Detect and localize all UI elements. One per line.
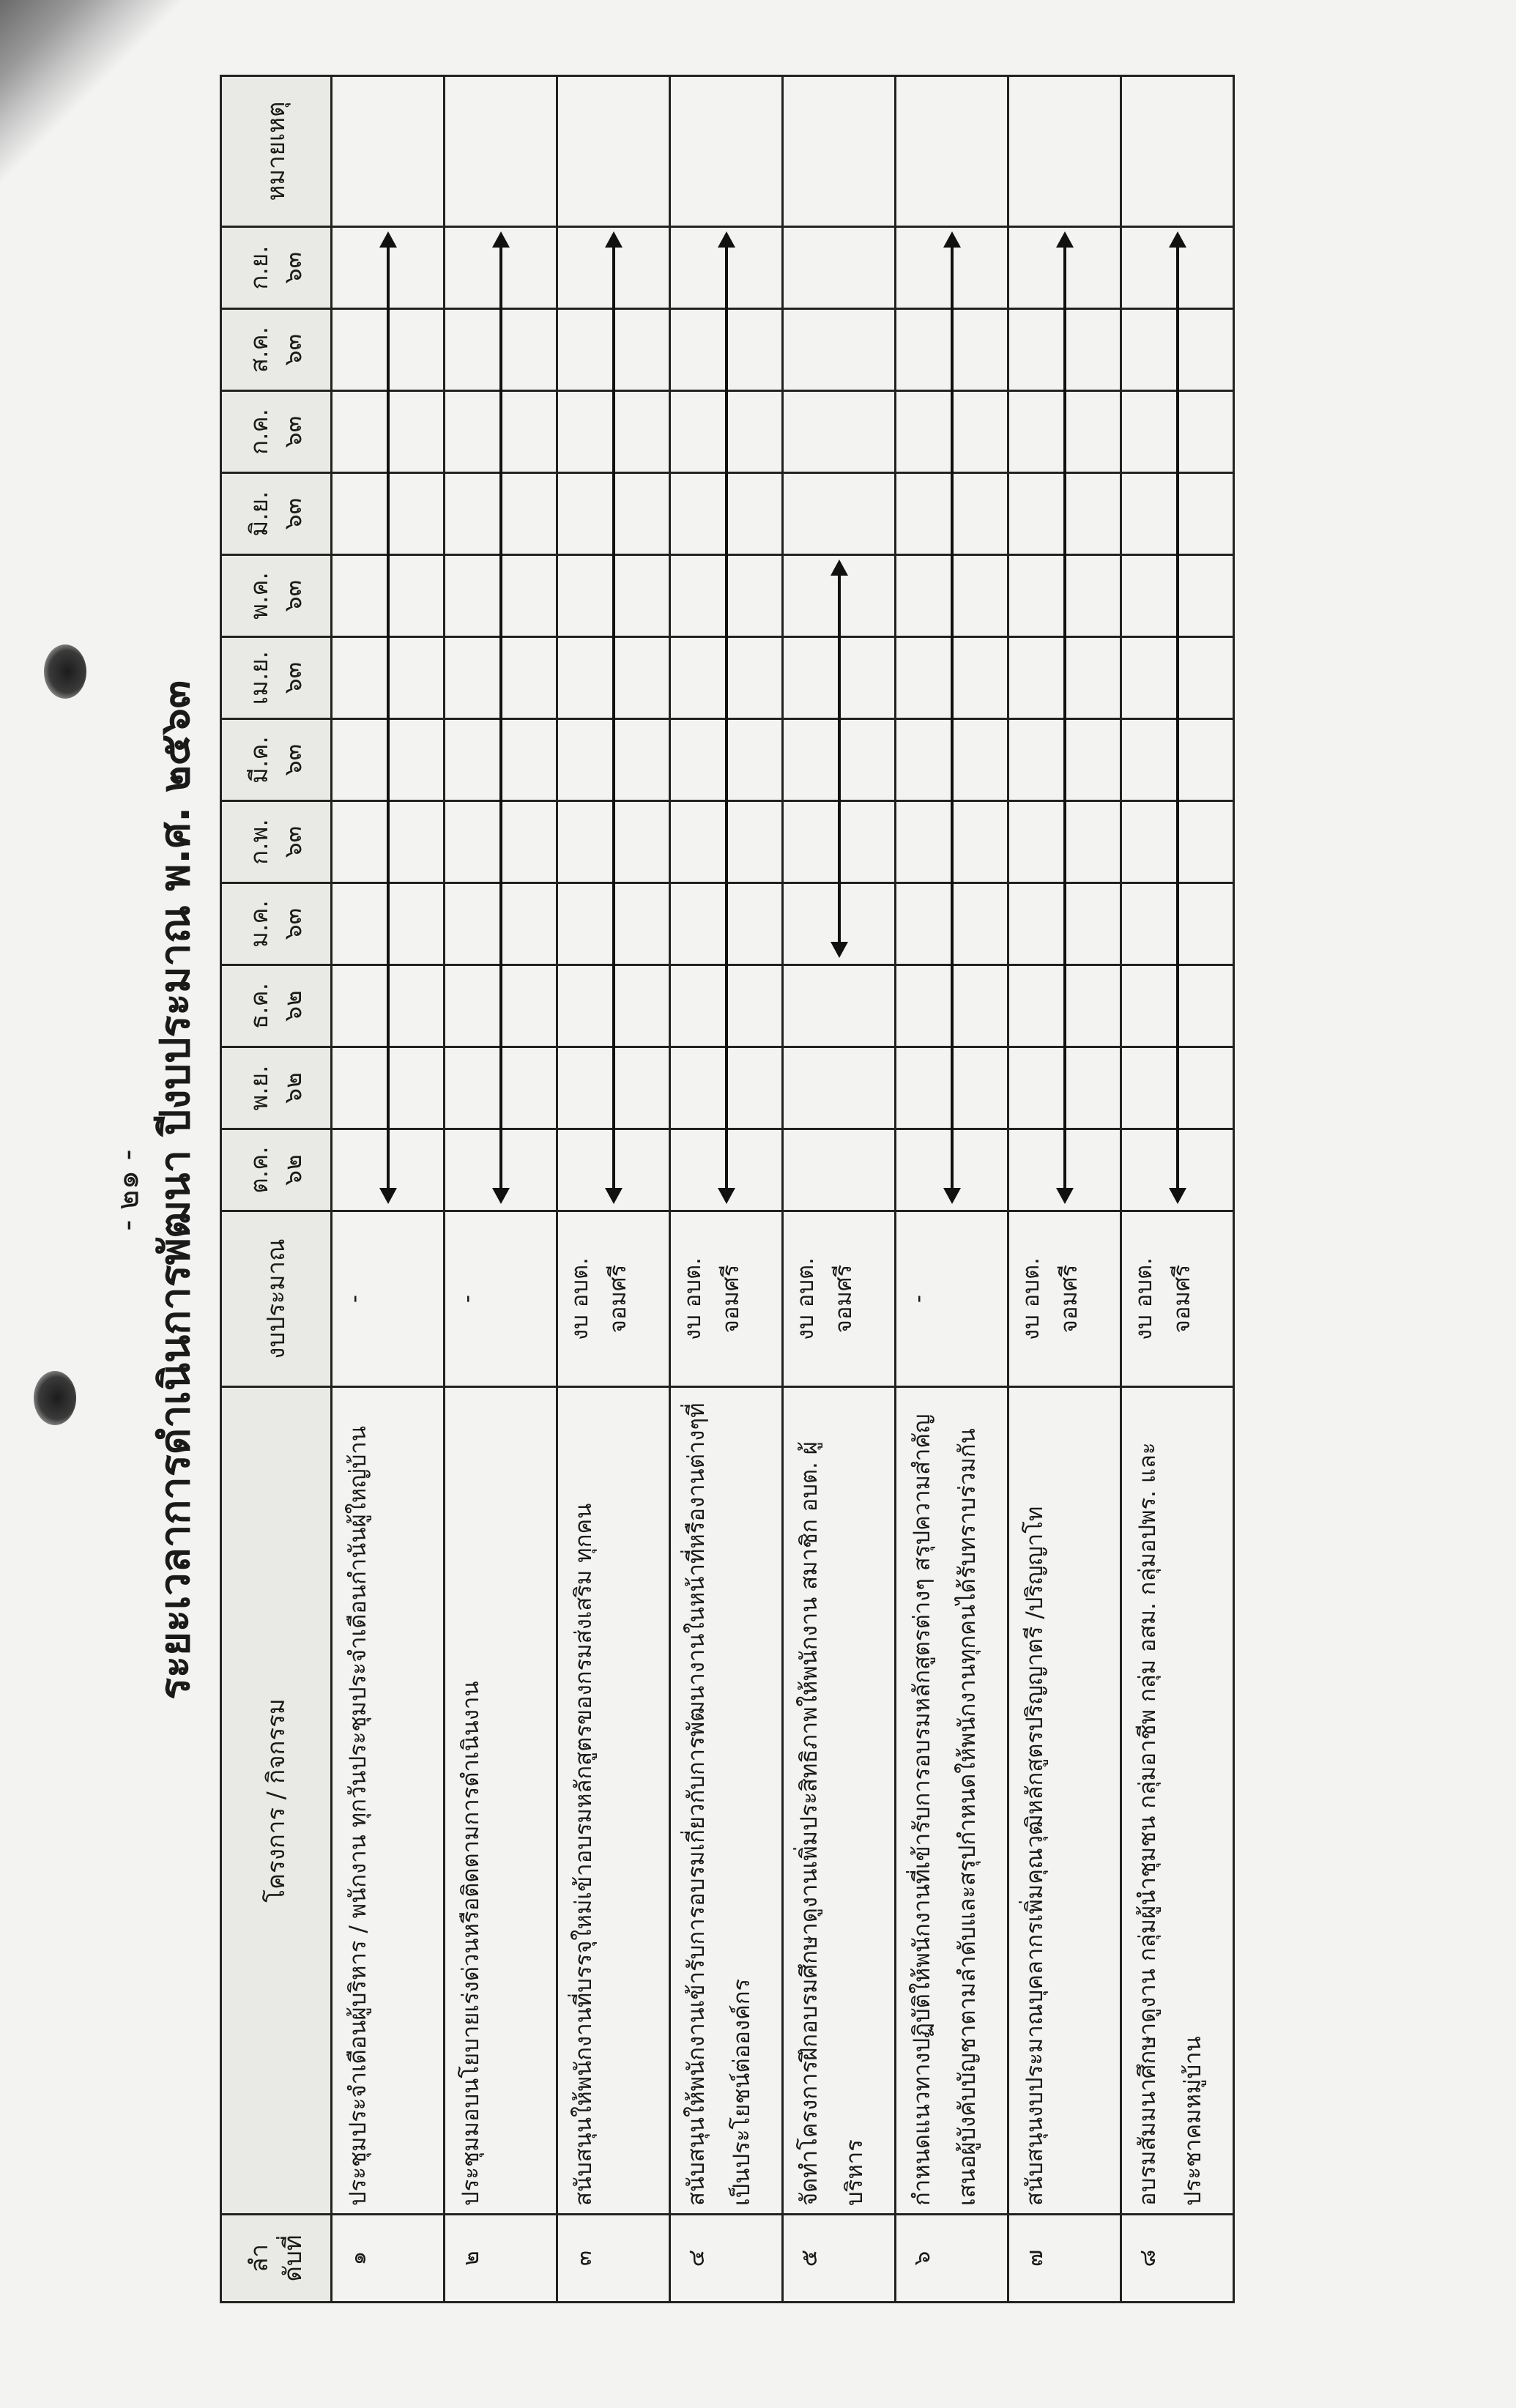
header-month-year: ๖๓	[278, 497, 307, 530]
row-month-cell	[1008, 473, 1121, 555]
header-no-line2: ดับที่	[278, 2234, 307, 2282]
row-month-cell	[1121, 473, 1234, 555]
row-month-cell	[1008, 801, 1121, 883]
row-month-cell	[332, 719, 445, 801]
header-month-label: เม.ย.	[245, 650, 273, 705]
row-number: ๕	[783, 2215, 896, 2303]
header-month-year: ๖๒	[278, 1072, 307, 1104]
rotated-document-page	[110, 48, 1487, 2333]
row-month-cell	[332, 555, 445, 637]
row-month-cell	[1008, 309, 1121, 391]
row-month-cell	[445, 801, 557, 883]
header-month-label: ม.ค.	[245, 900, 273, 948]
row-month-cell	[1121, 719, 1234, 801]
row-month-cell	[783, 719, 896, 801]
row-month-cell	[1008, 965, 1121, 1047]
row-month-cell	[557, 227, 670, 309]
row-month-cell	[1008, 719, 1121, 801]
row-remarks	[1121, 76, 1234, 227]
row-month-cell	[1121, 391, 1234, 473]
header-month	[221, 391, 332, 473]
row-month-cell	[783, 555, 896, 637]
row-budget-line2: จอมศรี	[605, 1264, 631, 1334]
table-row	[332, 76, 445, 2303]
row-month-cell	[783, 227, 896, 309]
row-month-cell	[1008, 637, 1121, 719]
row-month-cell	[557, 1129, 670, 1211]
row-remarks	[783, 76, 896, 227]
row-month-cell	[783, 1047, 896, 1129]
row-budget	[332, 1211, 445, 1387]
row-month-cell	[783, 391, 896, 473]
header-month	[221, 555, 332, 637]
header-no-line1: ลำ	[245, 2244, 273, 2273]
row-month-cell	[332, 473, 445, 555]
row-month-cell	[445, 719, 557, 801]
row-project: ประชุมประจำเดือนผู้บริหาร / พนักงาน ทุกวันประชุมประจำเดือนกำนันผู้ใหญ่บ้าน	[332, 1387, 445, 2215]
header-month-label: มิ.ย.	[245, 491, 273, 537]
row-month-cell	[783, 473, 896, 555]
row-month-cell	[332, 227, 445, 309]
row-month-cell	[332, 965, 445, 1047]
header-month	[221, 719, 332, 801]
header-budget: งบประมาณ	[221, 1211, 332, 1387]
row-month-cell	[332, 309, 445, 391]
row-month-cell	[783, 965, 896, 1047]
table-row	[783, 76, 896, 2303]
row-month-cell	[896, 391, 1008, 473]
row-project: สนับสนุนให้พนักงานที่บรรจุใหม่เข้าอบรมหลักสูตรของกรมส่งเสริม ทุกคน	[557, 1387, 670, 2215]
table-body	[332, 76, 1234, 2303]
row-month-cell	[557, 801, 670, 883]
schedule-table	[220, 75, 1235, 2303]
row-project: กำหนดแนวทางปฏิบัติให้พนักงานที่เข้ารับการอบรมหลักสูตรต่างๆ สรุปความสำคัญเสนอผู้บังคับบัญชาตามลำดับและสรุปกำหนดให้พนักงานทุกคนได้รับทราบร่วมกัน	[896, 1387, 1008, 2215]
row-month-cell	[445, 1129, 557, 1211]
row-month-cell	[783, 637, 896, 719]
row-budget	[896, 1211, 1008, 1387]
row-month-cell	[445, 883, 557, 965]
row-month-cell	[557, 473, 670, 555]
row-month-cell	[557, 1047, 670, 1129]
header-month-label: ส.ค.	[245, 326, 273, 374]
header-month-year: ๖๓	[278, 661, 307, 694]
row-budget-line2: จอมศรี	[831, 1264, 857, 1334]
row-month-cell	[332, 1047, 445, 1129]
row-month-cell	[1121, 801, 1234, 883]
row-month-cell	[1121, 555, 1234, 637]
row-budget-line1: งบ อบต.	[680, 1257, 706, 1340]
header-month-label: พ.ค.	[245, 572, 273, 620]
row-month-cell	[557, 883, 670, 965]
row-project: อบรมสัมมนาศึกษาดูงาน กลุ่มผู้นำชุมชน กลุ่มอาชีพ กลุ่ม อสม. กลุ่มอปพร. และประชาคมหมู่บ้าน	[1121, 1387, 1234, 2215]
row-month-cell	[445, 1047, 557, 1129]
row-number: ๔	[670, 2215, 783, 2303]
row-month-cell	[445, 309, 557, 391]
table-row	[670, 76, 783, 2303]
row-month-cell	[1121, 309, 1234, 391]
row-budget-line1: งบ อบต.	[1131, 1257, 1157, 1340]
row-month-cell	[670, 883, 783, 965]
row-budget-line2: จอมศรี	[1056, 1264, 1082, 1334]
row-month-cell	[896, 1129, 1008, 1211]
document-title: ระยะเวลาการดำเนินการพัฒนา ปีงบประมาณ พ.ศ. ๒๕๖๓	[152, 680, 199, 1701]
row-remarks	[557, 76, 670, 227]
row-month-cell	[1121, 227, 1234, 309]
row-month-cell	[332, 801, 445, 883]
row-month-cell	[896, 227, 1008, 309]
row-project: สนับสนุนงบประมาณบุคลากรเพิ่มคุณวุฒิหลักสูตรปริญญาตรี /ปริญญาโท	[1008, 1387, 1121, 2215]
header-month	[221, 883, 332, 965]
row-remarks	[1008, 76, 1121, 227]
row-month-cell	[896, 965, 1008, 1047]
row-month-cell	[1121, 1047, 1234, 1129]
row-month-cell	[332, 1129, 445, 1211]
row-month-cell	[896, 801, 1008, 883]
row-month-cell	[332, 391, 445, 473]
row-month-cell	[670, 965, 783, 1047]
row-month-cell	[445, 227, 557, 309]
header-month	[221, 473, 332, 555]
header-row	[221, 76, 332, 2303]
table-row	[1008, 76, 1121, 2303]
row-month-cell	[896, 555, 1008, 637]
header-month-label: พ.ย.	[245, 1065, 273, 1111]
row-month-cell	[557, 719, 670, 801]
row-month-cell	[670, 309, 783, 391]
header-month-year: ๖๓	[278, 825, 307, 858]
row-budget-line2: จอมศรี	[718, 1264, 744, 1334]
row-month-cell	[783, 309, 896, 391]
row-month-cell	[1008, 391, 1121, 473]
row-remarks	[332, 76, 445, 227]
header-month-year: ๖๓	[278, 333, 307, 366]
row-month-cell	[670, 1129, 783, 1211]
row-month-cell	[670, 227, 783, 309]
header-month	[221, 309, 332, 391]
header-month-label: มี.ค.	[245, 736, 273, 784]
row-month-cell	[1121, 1129, 1234, 1211]
row-remarks	[670, 76, 783, 227]
row-month-cell	[1008, 1047, 1121, 1129]
header-month-label: ธ.ค.	[245, 982, 273, 1030]
row-month-cell	[557, 391, 670, 473]
table-row	[1121, 76, 1234, 2303]
row-budget	[670, 1211, 783, 1387]
row-month-cell	[557, 965, 670, 1047]
row-month-cell	[445, 473, 557, 555]
row-number: ๓	[557, 2215, 670, 2303]
row-remarks	[896, 76, 1008, 227]
row-month-cell	[670, 473, 783, 555]
row-month-cell	[445, 555, 557, 637]
row-month-cell	[896, 883, 1008, 965]
row-month-cell	[896, 473, 1008, 555]
header-month-year: ๖๓	[278, 415, 307, 448]
row-month-cell	[896, 719, 1008, 801]
row-month-cell	[783, 1129, 896, 1211]
row-month-cell	[896, 309, 1008, 391]
row-month-cell	[1008, 1129, 1121, 1211]
header-month-year: ๖๓	[278, 907, 307, 940]
header-no	[221, 2215, 332, 2303]
row-month-cell	[670, 719, 783, 801]
punch-hole	[44, 644, 86, 699]
header-month-label: ก.พ.	[245, 819, 273, 865]
row-budget	[1121, 1211, 1234, 1387]
row-budget	[1008, 1211, 1121, 1387]
header-month	[221, 1129, 332, 1211]
row-month-cell	[332, 883, 445, 965]
row-month-cell	[557, 637, 670, 719]
header-month	[221, 965, 332, 1047]
header-month-year: ๖๓	[278, 579, 307, 612]
row-project: สนับสนุนให้พนักงานเข้ารับการอบรมเกี่ยวกับการพัฒนางานในหน้าที่หรืองานต่างๆที่เป็นประโยชน์ต่อองค์กร	[670, 1387, 783, 2215]
header-month-label: ต.ค.	[245, 1146, 273, 1194]
row-remarks	[445, 76, 557, 227]
header-project: โครงการ / กิจกรรม	[221, 1387, 332, 2215]
row-month-cell	[1121, 965, 1234, 1047]
row-month-cell	[445, 637, 557, 719]
row-project: จัดทำโครงการฝึกอบรมศึกษาดูงานเพิ่มประสิทธิภาพให้พนักงาน สมาชิก อบต. ผู้บริหาร	[783, 1387, 896, 2215]
header-month	[221, 227, 332, 309]
row-month-cell	[557, 555, 670, 637]
header-month	[221, 801, 332, 883]
row-month-cell	[1008, 883, 1121, 965]
row-number: ๗	[1008, 2215, 1121, 2303]
row-budget	[783, 1211, 896, 1387]
row-number: ๒	[445, 2215, 557, 2303]
row-month-cell	[670, 1047, 783, 1129]
header-month-label: ก.ค.	[245, 408, 273, 456]
row-month-cell	[896, 637, 1008, 719]
row-month-cell	[670, 637, 783, 719]
header-month-year: ๖๒	[278, 990, 307, 1022]
row-number: ๖	[896, 2215, 1008, 2303]
header-month-year: ๖๓	[278, 743, 307, 776]
row-month-cell	[1121, 883, 1234, 965]
row-budget-line1: -	[341, 1294, 368, 1304]
row-month-cell	[670, 801, 783, 883]
row-project: ประชุมมอบนโยบายเร่งด่วนหรือติดตามการดำเนินงาน	[445, 1387, 557, 2215]
row-month-cell	[332, 637, 445, 719]
row-budget	[557, 1211, 670, 1387]
page-number: - ๒๑ -	[109, 1149, 145, 1231]
row-budget-line1: งบ อบต.	[567, 1257, 593, 1340]
punch-hole	[34, 1371, 76, 1425]
row-number: ๑	[332, 2215, 445, 2303]
row-budget-line2: จอมศรี	[1169, 1264, 1195, 1334]
row-month-cell	[1008, 227, 1121, 309]
header-month-year: ๖๓	[278, 251, 307, 284]
header-month	[221, 637, 332, 719]
row-month-cell	[783, 801, 896, 883]
row-month-cell	[557, 309, 670, 391]
row-month-cell	[896, 1047, 1008, 1129]
row-month-cell	[783, 883, 896, 965]
row-month-cell	[670, 555, 783, 637]
header-month	[221, 1047, 332, 1129]
table-row	[896, 76, 1008, 2303]
row-budget-line1: -	[454, 1294, 480, 1304]
table-row	[557, 76, 670, 2303]
row-month-cell	[670, 391, 783, 473]
row-budget	[445, 1211, 557, 1387]
header-month-year: ๖๒	[278, 1154, 307, 1186]
row-month-cell	[1121, 637, 1234, 719]
row-budget-line1: -	[905, 1294, 932, 1304]
row-month-cell	[445, 965, 557, 1047]
row-month-cell	[445, 391, 557, 473]
header-month-label: ก.ย.	[245, 245, 273, 290]
row-budget-line1: งบ อบต.	[792, 1257, 819, 1340]
table-row	[445, 76, 557, 2303]
header-remarks: หมายเหตุ	[221, 76, 332, 227]
row-number: ๘	[1121, 2215, 1234, 2303]
row-budget-line1: งบ อบต.	[1018, 1257, 1044, 1340]
row-month-cell	[1008, 555, 1121, 637]
